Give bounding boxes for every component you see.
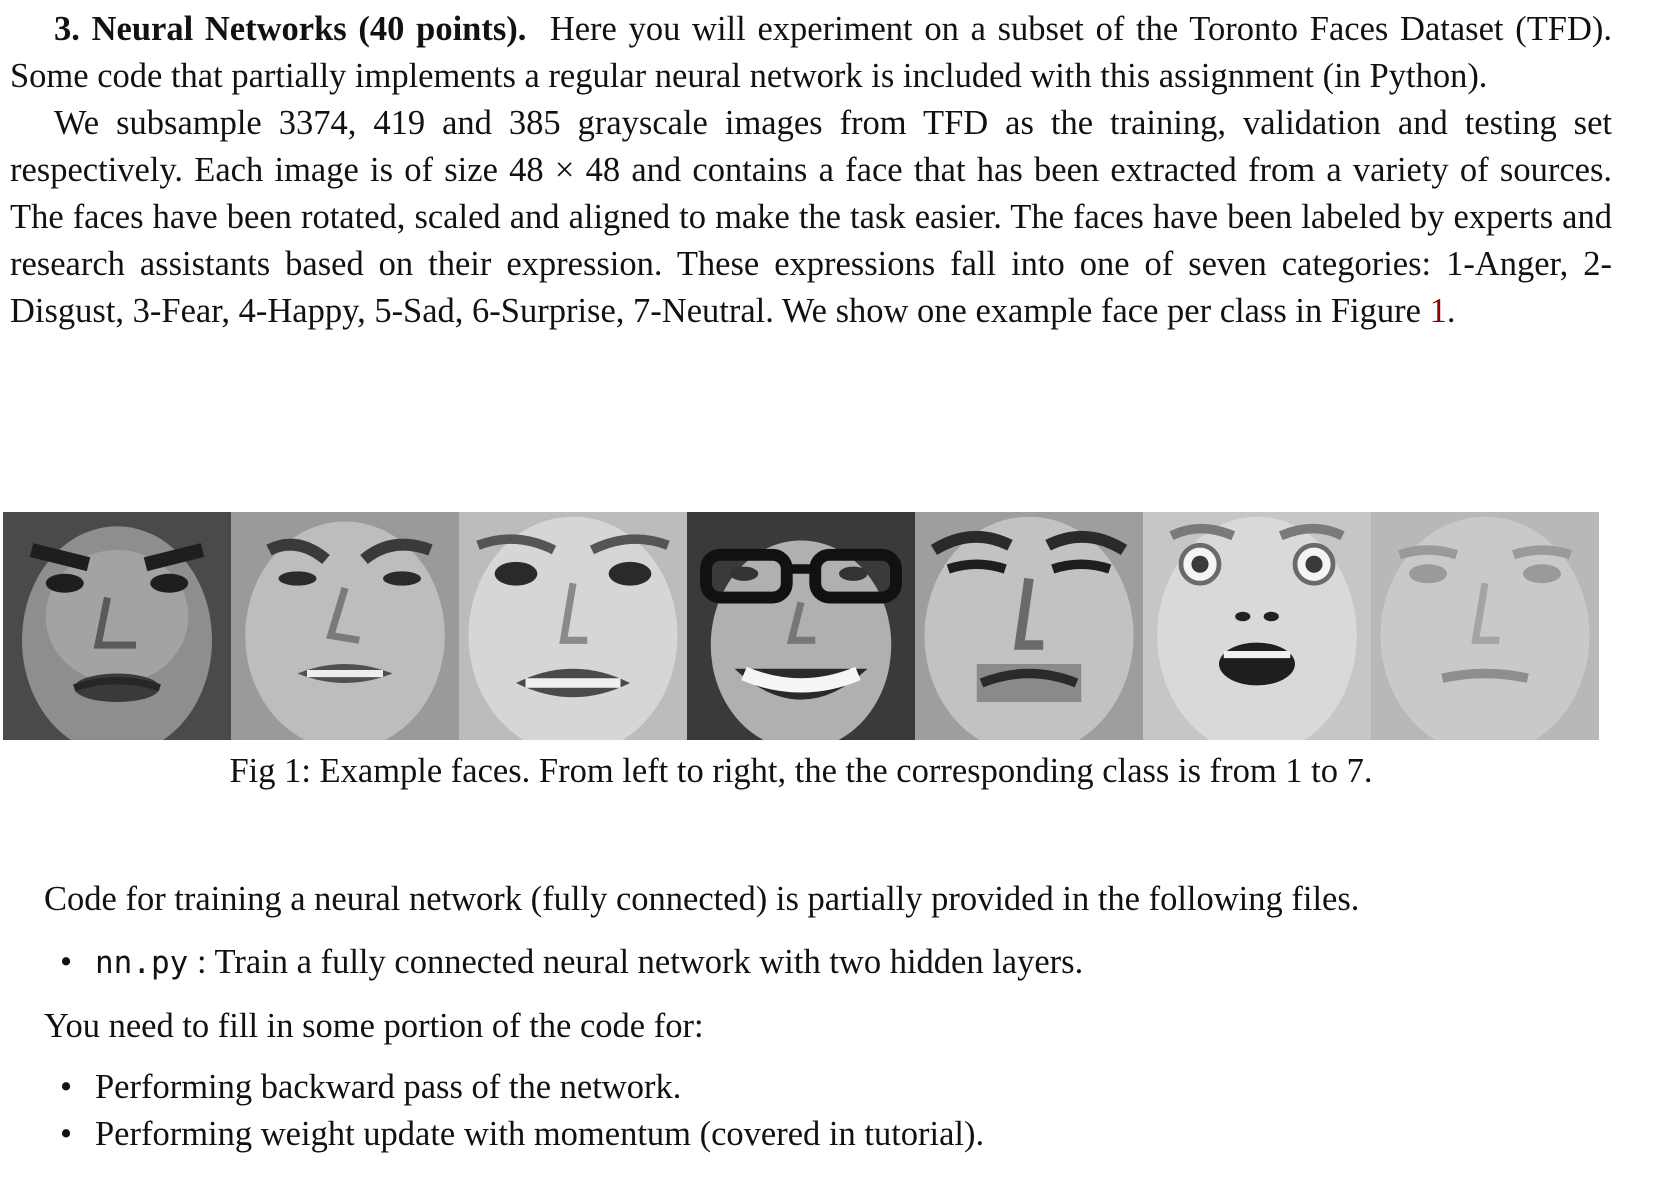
figure-reference-link[interactable]: 1 [1429,292,1447,330]
problem-heading: 3. Neural Networks (40 points). [54,10,527,48]
problem-paragraph [10,6,1612,100]
todo-item-text: Performing weight update with momentum (covered in tutorial). [95,1115,985,1153]
happy-face-image [687,512,915,740]
document-page [10,6,1612,335]
code-section-lead: Code for training a neural network (fully connected) is partially provided in the following files. [44,880,1360,918]
bullet-glyph: • [60,943,73,981]
todo-lead: You need to fill in some portion of the code for: [44,1007,704,1045]
bullet-glyph: • [60,1115,73,1153]
sad-face-image [915,512,1143,740]
figure-caption: Fig 1: Example faces. From left to right, the the corresponding class is from 1 to 7. [229,752,1373,790]
dataset-text: We subsample 3374, 419 and 385 grayscale images from TFD as the training, validation and testing set respectively. Each image is of size 48 × 48 and contains a face that has been extracted from a variety of sources. The faces have been rotated, scaled and aligned to make the task easier. The faces have been labeled by experts and research assistants based on their expression. These expressions fall into one of seven categories: 1-Anger, 2-Disgust, 3-Fear, 4-Happy, 5-Sad, 6-Surprise, 7-Neutral. We show one example face per class in Figure [10,104,1612,330]
sentence-end: . [1446,292,1456,330]
fear-face-image [459,512,687,740]
problem-intro: Here you will experiment on a subset of the Toronto Faces Dataset (TFD). Some code that partially implements a regular neural network is included with this assignment (in Python). [10,10,1612,95]
list-item [0,1064,1602,1111]
surprise-face-image [1143,512,1371,740]
file-name: nn.py [95,945,189,981]
dataset-paragraph [10,100,1612,335]
disgust-face-image [231,512,459,740]
code-section [0,876,1602,1158]
file-separator: : [188,943,215,981]
example-faces-figure [3,512,1599,740]
file-list [0,939,1602,987]
todo-list [0,1064,1602,1158]
todo-item-text: Performing backward pass of the network. [95,1068,682,1106]
bullet-glyph: • [60,1068,73,1106]
list-item [0,1111,1602,1158]
anger-face-image [3,512,231,740]
list-item [0,939,1602,987]
neutral-face-image [1371,512,1599,740]
file-description: Train a fully connected neural network with two hidden layers. [214,943,1084,981]
